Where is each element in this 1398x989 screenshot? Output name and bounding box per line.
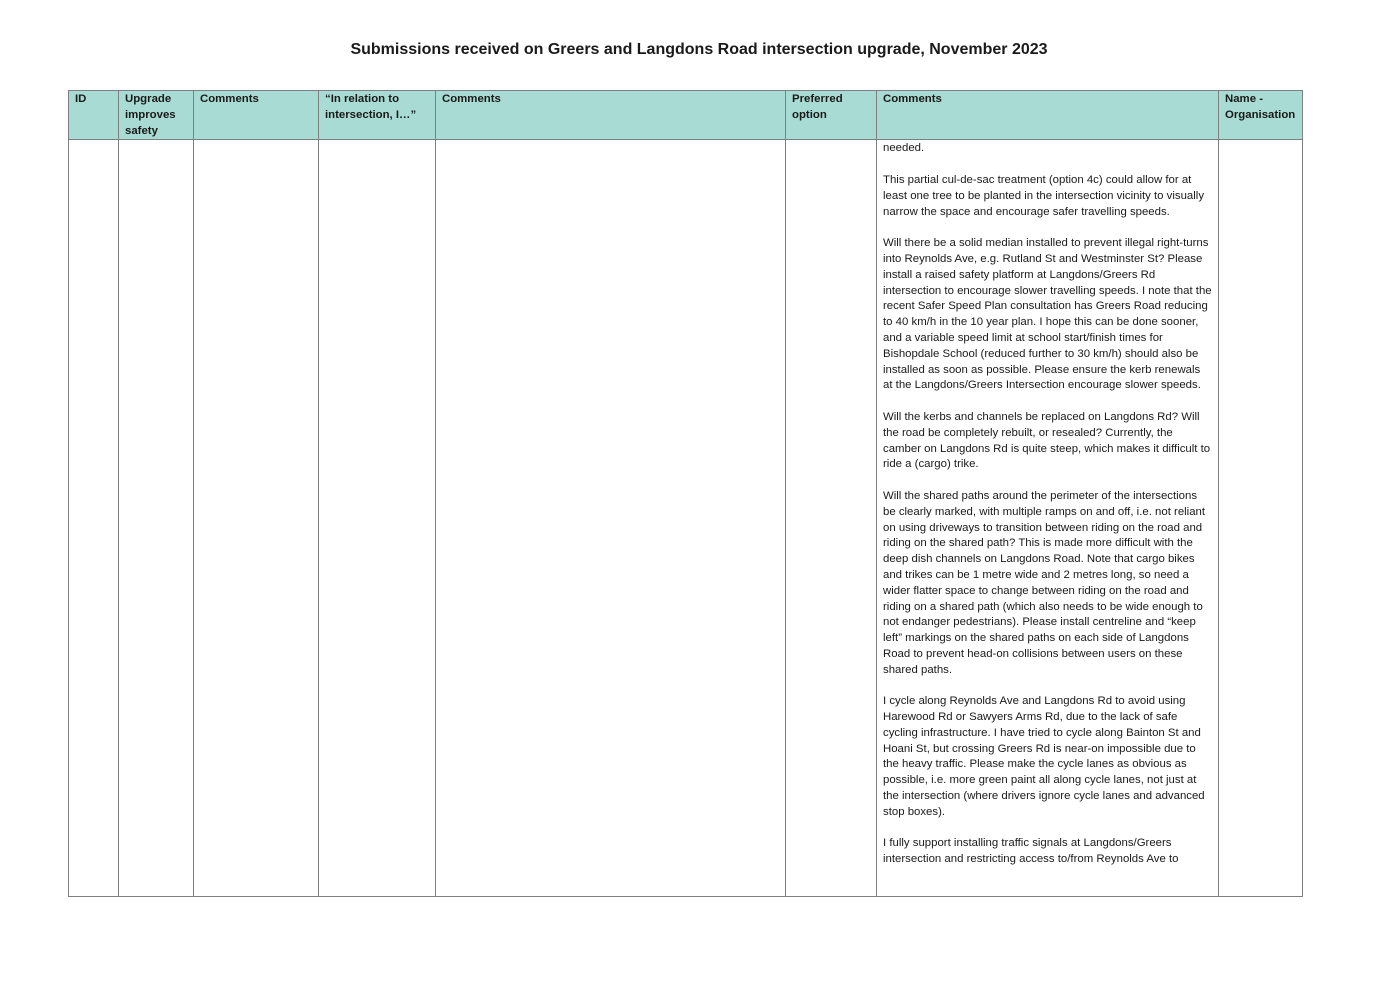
column-header-preferred-option: Preferred option bbox=[786, 91, 877, 140]
comment-paragraph: needed. bbox=[883, 142, 925, 155]
column-header-in-relation-to-intersection: “In relation to intersection, I…” bbox=[319, 91, 436, 140]
column-header-upgrade-improves-safety: Upgrade improves safety bbox=[119, 91, 194, 140]
column-header-comments-3: Comments bbox=[877, 91, 1219, 140]
submissions-table bbox=[68, 90, 1303, 897]
column-header-name-organisation: Name - Organisation bbox=[1219, 91, 1303, 140]
cell-upgrade-improves-safety bbox=[119, 140, 194, 897]
comment-paragraph: Will there be a solid median installed to prevent illegal right-turns into Reynolds Ave, e.g. Rutland St and Westminster St? Please install a raised safety platform at Langdons/Greers Rd intersection to encourage slower travelling speeds. I note that the recent Safer Speed Plan consultation has Greers Road reducing to 40 km/h in the 10 year plan. I hope this can be done sooner, and a variable speed limit at school start/finish times for Bishopdale School (reduced further to 30 km/h) should also be installed as soon as possible. Please ensure the kerb renewals at the Langdons/Greers Intersection encourage slower speeds. bbox=[883, 237, 1212, 392]
column-header-comments-2: Comments bbox=[436, 91, 786, 140]
column-header-id: ID bbox=[69, 91, 119, 140]
cell-comments-3 bbox=[877, 140, 1219, 897]
cell-comments-2 bbox=[436, 140, 786, 897]
cell-preferred-option bbox=[786, 140, 877, 897]
comment-paragraph: This partial cul-de-sac treatment (option 4c) could allow for at least one tree to be planted in the intersection vicinity to visually narrow the space and encourage safer travelling speeds. bbox=[883, 173, 1205, 218]
cell-id bbox=[69, 140, 119, 897]
cell-name-organisation bbox=[1219, 140, 1303, 897]
cell-in-relation-to-intersection bbox=[319, 140, 436, 897]
table-header-row bbox=[69, 91, 1303, 140]
table-row bbox=[69, 140, 1303, 897]
comment-paragraph: I cycle along Reynolds Ave and Langdons Rd to avoid using Harewood Rd or Sawyers Arms Rd, due to the lack of safe cycling infrastructure. I have tried to cycle along Bainton St and Hoani St, but crossing Greers Rd is near-on impossible due to the heavy traffic. Please make the cycle lanes as obvious as possible, i.e. more green paint all along cycle lanes, not just at the intersection (where drivers ignore cycle lanes and advanced stop boxes). bbox=[883, 695, 1205, 818]
cell-comments-1 bbox=[194, 140, 319, 897]
comment-paragraph: I fully support installing traffic signals at Langdons/Greers intersection and restricting access to/from Reynolds Ave to bbox=[883, 837, 1179, 866]
column-header-comments-1: Comments bbox=[194, 91, 319, 140]
comment-paragraph: Will the shared paths around the perimeter of the intersections be clearly marked, with multiple ramps on and off, i.e. not reliant on using driveways to transition between riding on the road and riding on the shared path? This is made more difficult with the deep dish channels on Langdons Road. Note that cargo bikes and trikes can be 1 metre wide and 2 metres long, so need a wider flatter space to change between riding on the road and riding on a shared path (which also needs to be wide enough to not endanger pedestrians). Please install centreline and “keep left” markings on the shared paths on each side of Langdons Road to prevent head-on collisions between users on these shared paths. bbox=[883, 489, 1206, 676]
comment-paragraph: Will the kerbs and channels be replaced on Langdons Rd? Will the road be completely rebuilt, or resealed? Currently, the camber on Langdons Rd is quite steep, which makes it difficult to ride a (cargo) trike. bbox=[883, 410, 1211, 471]
page-title: Submissions received on Greers and Langdons Road intersection upgrade, November 2023 bbox=[350, 41, 1048, 58]
